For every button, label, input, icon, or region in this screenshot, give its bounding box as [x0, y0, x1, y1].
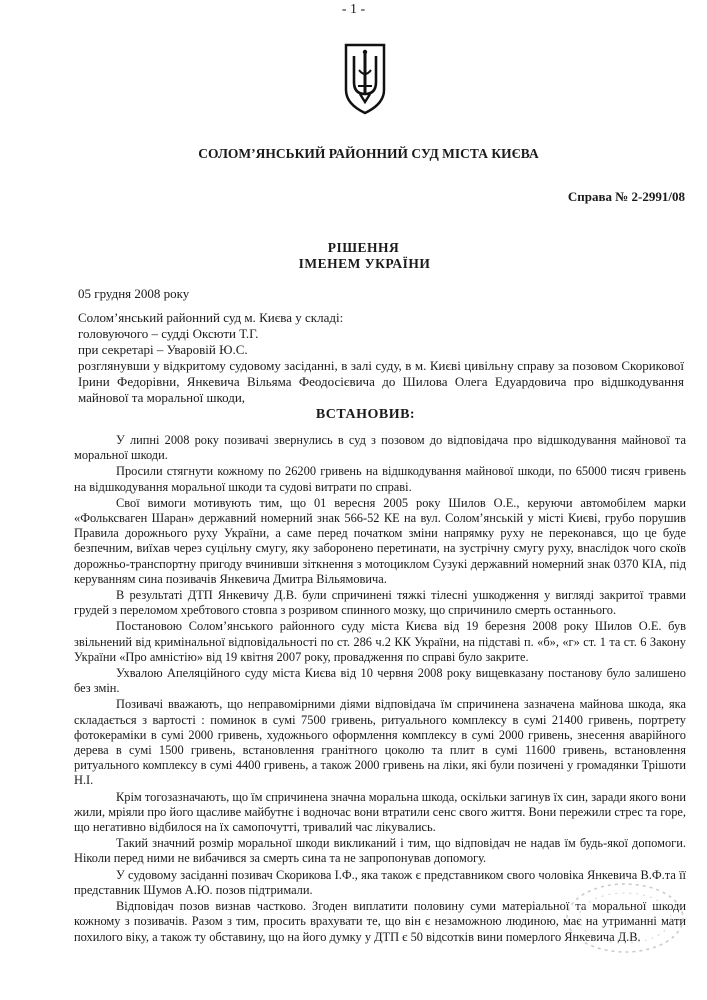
court-composition	[78, 310, 678, 358]
composition-line: Солом’янський районний суд м. Києва у складі:	[78, 310, 344, 325]
established-heading: ВСТАНОВИВ:	[315, 407, 416, 422]
body-paragraph: Постановою Солом’янського районного суду міста Києва від 19 березня 2008 року Шилов О.Е. був звільнений від кримінальної відповідальності по ст. 286 ч.2 КК України, на підставі п. «б», «г» ст. 1 та ст. 6 Закону України «Про амністію» від 19 квітня 2007 року, провадження по справі було закрите.	[74, 619, 686, 664]
body-paragraph: У липні 2008 року позивачі звернулись в суд з позовом до відповідача про відшкодування майнової та моральної шкоди.	[74, 433, 686, 463]
body-paragraph: Свої вимоги мотивують тим, що 01 вересня 2005 року Шилов О.Е., керуючи автомобілем марки «Фольксваген Шаран» державний номерний знак 566-52 КЕ на вул. Солом’янській у місті Києві, грубо порушив Правила дорожнього руху України, а саме перед початком зміни напрямку руху не переконався, що це буде безпечним, виїхав через суцільну смугу, яку заборонено перетинати, на зустрічну смугу руху, внаслідок чого скоїв дорожньо-транспортну пригоду вчинивши зіткнення з мотоциклом Сузукі державний номерний знак 0370 КІА, під керуванням сина позивачів Янкевича Дмитра Вільямовича.	[74, 495, 686, 586]
decision-date: 05 грудня 2008 року	[78, 286, 190, 301]
page-number: - 1 -	[341, 2, 366, 17]
body-paragraph: Такий значний розмір моральної шкоди викликаний і тим, що відповідач не надав їм будь-якої допомоги. Ніколи перед ними не вибачився за смерть сина та не запропонував допомогу.	[74, 836, 686, 866]
body-paragraph: Крім тогозазначають, що їм спричинена значна моральна шкода, оскільки загинув їх син, заради якого вони жили, мріяли про його щасливе майбутнє і водночас вони втратили сенс свого життя. Вони пережили стрес та горе, що негативно відбилося на їх самопочутті, тривалий час лікувались.	[74, 789, 686, 835]
faded-stamp-mark	[545, 878, 685, 958]
composition-line: головуючого – судді Оксюти Т.Г.	[78, 326, 259, 341]
body-paragraph: В результаті ДТП Янкевичу Д.В. були спричинені тяжкі тілесні ушкодження у вигляді закритої травми грудей з переломом хребтового стовпа з розривом спинного мозку, що спричинило смерть останнього.	[74, 588, 686, 618]
case-number: Справа № 2-2991/08	[567, 189, 685, 204]
decision-body	[74, 433, 686, 946]
document-subtitle: ІМЕНЕМ УКРАЇНИ	[298, 256, 431, 271]
body-paragraph: Просили стягнути кожному по 26200 гривень на відшкодування майнової шкоди, по 65000 тисяч гривень на відшкодування моральної шкоди та судові витрати по справі.	[74, 464, 686, 494]
body-paragraph: У судовому засіданні позивач Скорикова І.Ф., яка також є представником свого чоловіка Янкевича В.Ф.та її представник Шумов А.Ю. позов підтримали.	[74, 867, 686, 897]
body-paragraph: Відповідач позов визнав частково. Згоден виплатити половину суми матеріальної та моральної шкоди кожному з позивачів. Разом з тим, просить врахувати те, що він є незаможною людиною, має на утриманні мати похилого віку, а також ту обставину, що на його думку у ДТП є 50 відсотків вини померлого Янкевича Д.В.	[74, 899, 686, 944]
document-title: РІШЕННЯ	[327, 240, 400, 255]
coat-of-arms-icon	[343, 42, 387, 116]
court-name: СОЛОМ’ЯНСЬКИЙ РАЙОННИЙ СУД МІСТА КИЄВА	[198, 146, 539, 161]
considering-paragraph: розглянувши у відкритому судовому засіданні, в залі суду, в м. Києві цивільну справу за позовом Скорикової Ірини Федорівни, Янкевича Вільяма Феодосієвича до Шилова Олега Едуардовича про відшкодування майнової та моральної шкоди,	[78, 358, 684, 405]
composition-line: при секретарі – Уваровій Ю.С.	[78, 342, 248, 357]
body-paragraph: Ухвалою Апеляційного суду міста Києва від 10 червня 2008 року вищевказану постанову було залишено без змін.	[74, 666, 686, 696]
body-paragraph: Позивачі вважають, що неправомірними діями відповідача їм спричинена зазначена майнова шкода, яка складається з вартості : поминок в сумі 7500 гривень, ритуального комплексу в сумі 21400 гривень, портрету фотокераміки в сумі 2000 гривень, художнього оформлення комплексу в сумі 2000 гривень, знесення аварійного дерева в сумі 1500 гривень, встановлення гранітного цоколю та плит в сумі 11600 гривень, встановлення ритуального комплексу в сумі 4400 гривень, а також 2000 гривень на ліки, які були позичені у громадянки Трішоти Н.І.	[74, 697, 686, 788]
